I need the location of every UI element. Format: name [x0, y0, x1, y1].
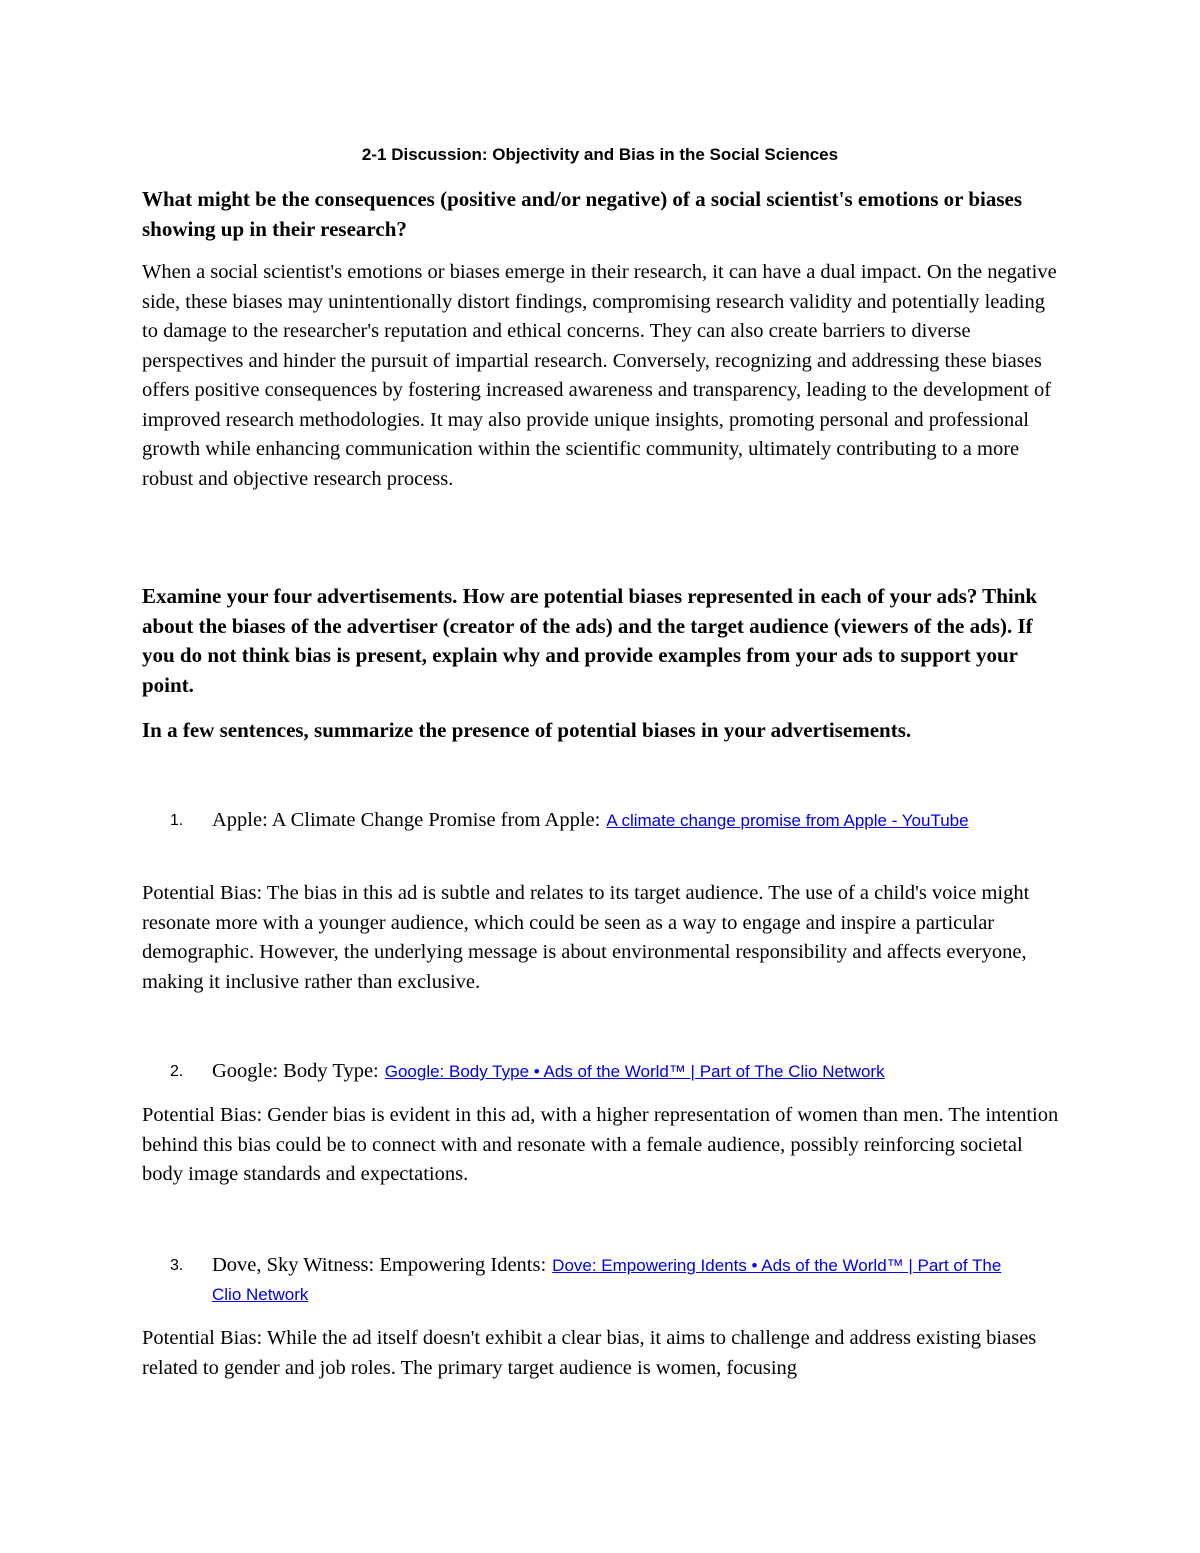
ad-label: Apple: A Climate Change Promise from Apple: [212, 809, 601, 831]
question-examine-ads: Examine your four advertisements. How are potential biases represented in each of your ads? Think about the biases of the advertiser (creator of the ads) and the target audience (viewers of the ads). If you do not think bias is present, explain why and provide examples from your ads to support your point. [142, 584, 1038, 697]
document-title: 2-1 Discussion: Objectivity and Bias in the Social Sciences [361, 145, 839, 164]
ad-bias-apple: Potential Bias: The bias in this ad is subtle and relates to its target audience. The use of a child's voice might resonate more with a younger audience, which could be seen as a way to engage and inspire a particular demographic. However, the underlying message is about environmental responsibility and affects everyone, making it inclusive rather than exclusive. [142, 882, 1030, 993]
ad-link-google[interactable]: Google: Body Type • Ads of the World™ | Part of The Clio Network [384, 1062, 885, 1081]
list-item [142, 1251, 1062, 1309]
ad-bias-google: Potential Bias: Gender bias is evident in this ad, with a higher representation of women than men. The intention behind this bias could be to connect with and resonate with a female audience, possibly reinforcing societal body image standards and expectations. [142, 1104, 1059, 1185]
list-number: 3. [170, 1257, 184, 1274]
question-consequences: What might be the consequences (positive and/or negative) of a social scientist's emotions or biases showing up in their research? [142, 187, 1023, 241]
list-number: 1. [170, 812, 184, 829]
ad-bias-dove: Potential Bias: While the ad itself doesn't exhibit a clear bias, it aims to challenge and address existing biases related to gender and job roles. The primary target audience is women, focusing [142, 1327, 1037, 1379]
list-number: 2. [170, 1063, 184, 1080]
ad-label: Google: Body Type: [212, 1060, 379, 1082]
ad-label: Dove, Sky Witness: Empowering Idents: [212, 1254, 547, 1276]
list-item [142, 806, 1062, 835]
answer-consequences: When a social scientist's emotions or biases emerge in their research, it can have a dual impact. On the negative side, these biases may unintentionally distort findings, compromising research validity and potentially leading to damage to the researcher's reputation and ethical concerns. They can also create barriers to diverse perspectives and hinder the pursuit of impartial research. Conversely, recognizing and addressing these biases offers positive consequences by fostering increased awareness and transparency, leading to the development of improved research methodologies. It may also provide unique insights, promoting personal and professional growth while enhancing communication within the scientific community, ultimately contributing to a more robust and objective research process. [142, 261, 1057, 490]
list-item [142, 1057, 1062, 1086]
ad-link-dove[interactable]: Dove: Empowering Idents • Ads of the World™ | Part of The Clio Network [212, 1256, 1002, 1304]
ad-link-apple[interactable]: A climate change promise from Apple - YouTube [606, 811, 969, 830]
question-summarize: In a few sentences, summarize the presence of potential biases in your advertisements. [142, 718, 912, 742]
